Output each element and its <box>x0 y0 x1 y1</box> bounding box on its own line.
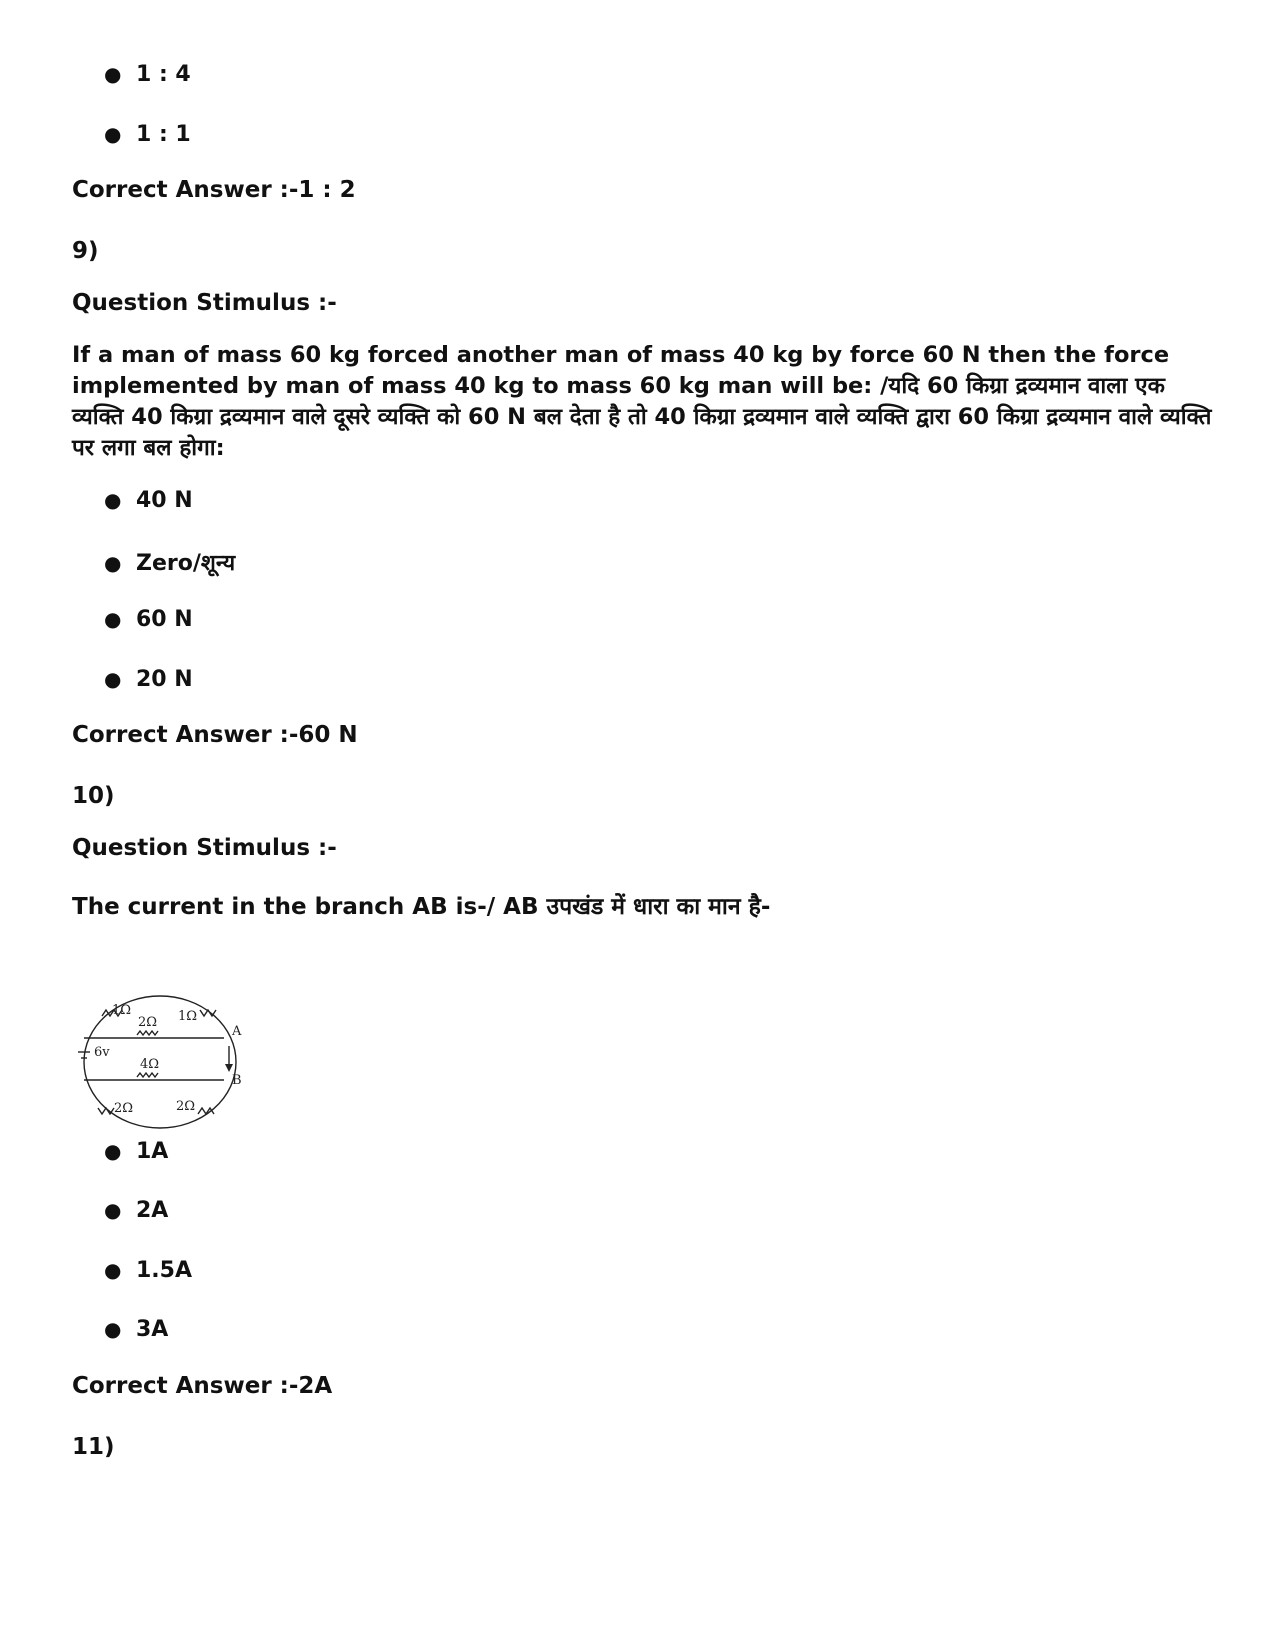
option-item: ● 1A <box>104 1139 169 1164</box>
bullet-icon: ● <box>104 667 122 691</box>
label-node-b: B <box>232 1073 242 1088</box>
option-item: ● 40 N <box>104 488 193 513</box>
label-node-a: A <box>232 1024 242 1039</box>
label-r-bottom-right: 2Ω <box>176 1099 196 1114</box>
resistor-top-mid <box>137 1031 158 1035</box>
question-number: 9) <box>72 238 99 264</box>
bullet-icon: ● <box>104 607 122 631</box>
question-text: The current in the branch AB is-/ AB उपखंड में धारा का मान है- <box>72 894 771 920</box>
current-arrow-head <box>225 1064 233 1072</box>
resistor-mid <box>137 1073 158 1077</box>
label-battery: 6v <box>94 1045 110 1060</box>
resistor-bottom-right <box>198 1108 214 1114</box>
bullet-icon: ● <box>104 488 122 512</box>
bullet-icon: ● <box>104 551 122 575</box>
question-stimulus-label: Question Stimulus :- <box>72 290 337 316</box>
bullet-icon: ● <box>104 1258 122 1282</box>
option-item: ● 1.5A <box>104 1258 192 1283</box>
correct-answer: Correct Answer :-1 : 2 <box>72 177 356 203</box>
question-stimulus-label: Question Stimulus :- <box>72 835 337 861</box>
question-number: 11) <box>72 1434 115 1460</box>
correct-answer: Correct Answer :-60 N <box>72 722 358 748</box>
label-r-top-mid: 2Ω <box>138 1015 158 1030</box>
question-number: 10) <box>72 783 115 809</box>
bullet-icon: ● <box>104 122 122 146</box>
option-item: ● 20 N <box>104 667 193 692</box>
option-item: ● Zero/शून्य <box>104 551 236 576</box>
bullet-icon: ● <box>104 62 122 86</box>
correct-answer: Correct Answer :-2A <box>72 1373 333 1399</box>
circuit-diagram <box>72 988 262 1140</box>
option-item: ● 60 N <box>104 607 193 632</box>
label-r-mid: 4Ω <box>140 1057 160 1072</box>
option-item: ● 2A <box>104 1198 169 1223</box>
option-item: ● 3A <box>104 1317 169 1342</box>
option-item: ● 1 : 4 <box>104 62 191 87</box>
bullet-icon: ● <box>104 1139 122 1163</box>
bullet-icon: ● <box>104 1317 122 1341</box>
label-r-top-left: 1Ω <box>112 1003 132 1018</box>
bullet-icon: ● <box>104 1198 122 1222</box>
option-item: ● 1 : 1 <box>104 122 191 147</box>
label-r-bottom-left: 2Ω <box>114 1101 134 1116</box>
question-text: If a man of mass 60 kg forced another man of mass 40 kg by force 60 N then the force implemented by man of mass 40 kg to mass 60 kg man will be: /यदि 60 किग्रा द्रव्यमान वाला एक व्यक्ति 40 किग्रा द्रव्यमान वाले दूसरे व्यक्ति को 60 N बल देता है तो 40 किग्रा द्रव्यमान वाले व्यक्ति द्वारा 60 किग्रा द्रव्यमान वाले व्यक्ति पर लगा बल होगा: <box>72 342 1212 461</box>
label-r-top-right: 1Ω <box>178 1009 198 1024</box>
